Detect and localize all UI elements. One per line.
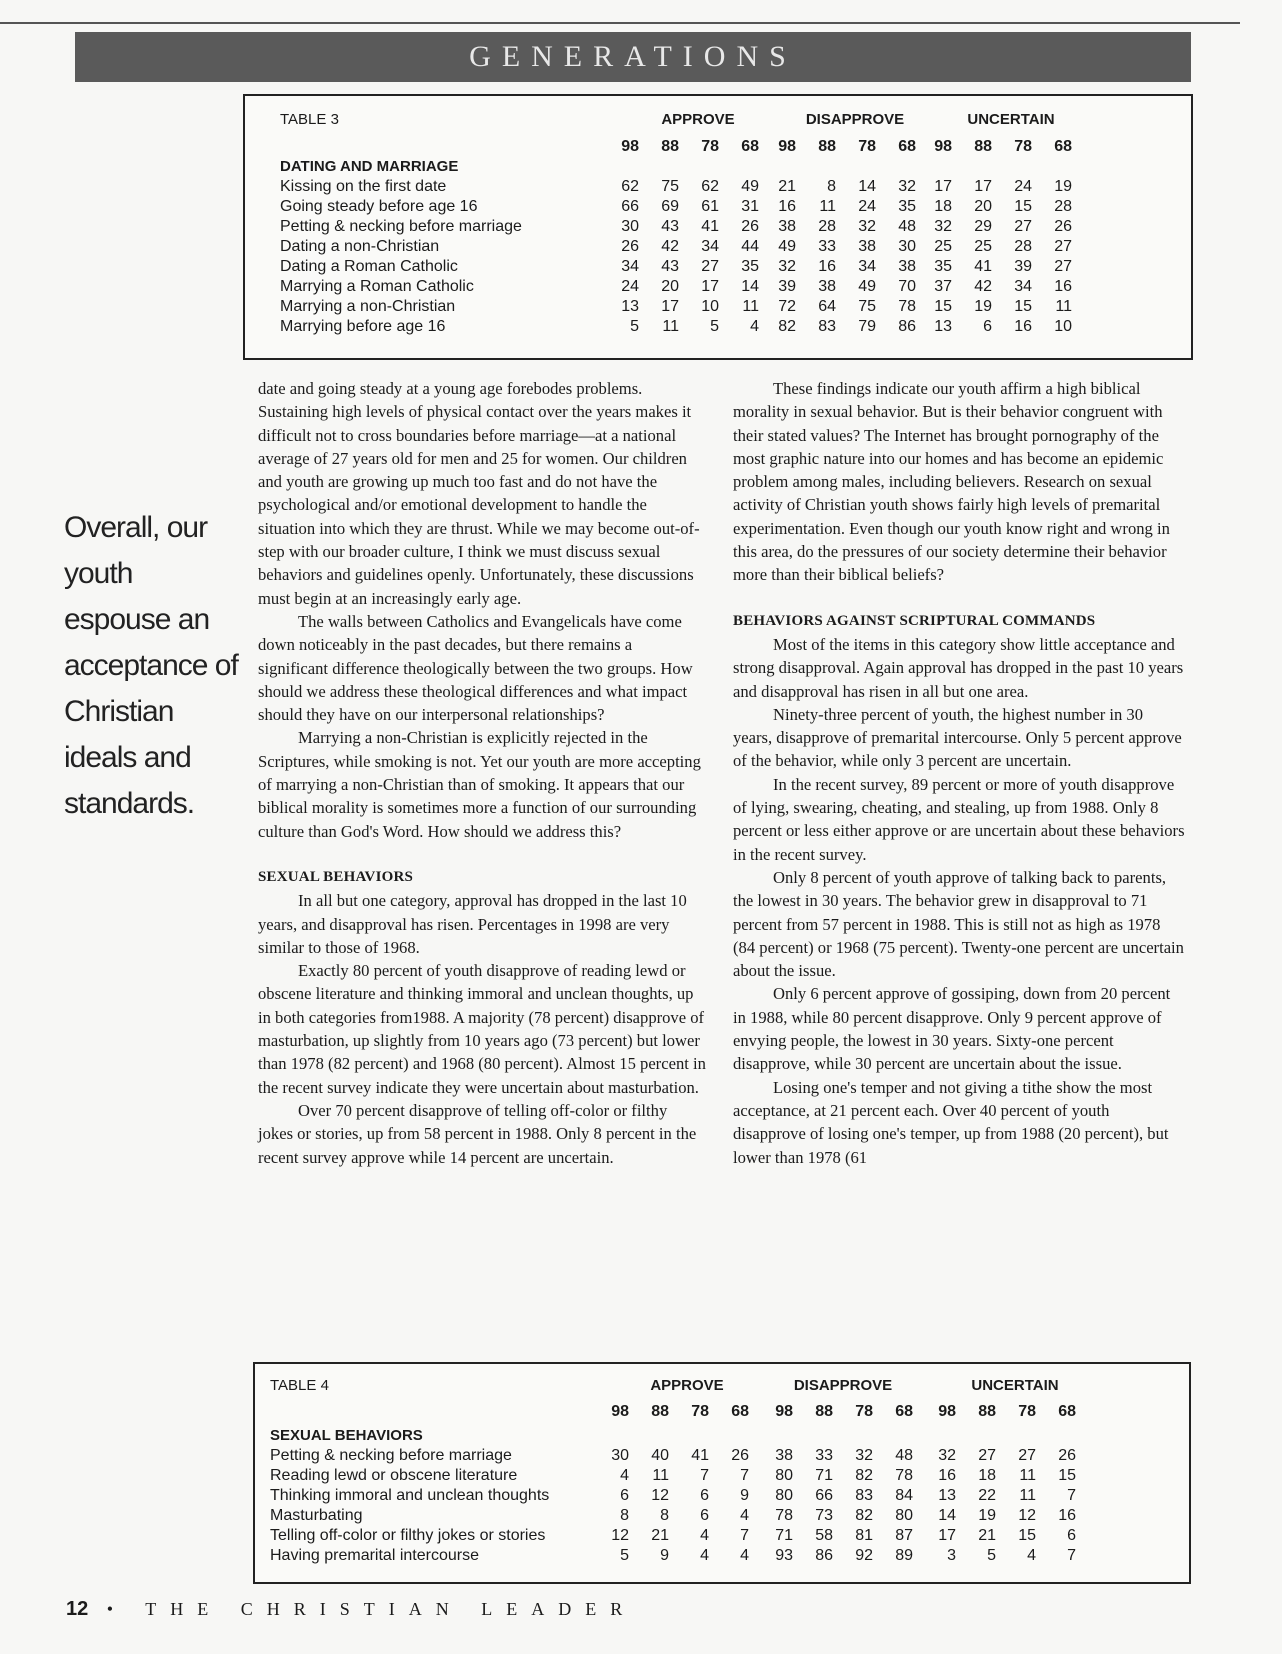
cell: 4 — [700, 1547, 709, 1564]
row-label: Masturbating — [270, 1507, 363, 1524]
cell: 14 — [938, 1507, 956, 1524]
year: 68 — [898, 138, 916, 155]
paragraph: Only 8 percent of youth approve of talking back to parents, the lowest in 30 years. The behavior grew in disapproval to 71 percent from 57 percent in 1988. This is still not as high as 1978 (84 percent) or 1968 (75 percent). Twenty-one percent are uncertain about the issue. — [733, 867, 1184, 981]
row-label: Petting & necking before marriage — [270, 1447, 512, 1464]
table-row — [270, 1446, 549, 1466]
table-row — [280, 257, 522, 277]
cell: 80 — [775, 1487, 793, 1504]
cell: 4 — [740, 1507, 749, 1524]
cell: 78 — [895, 1467, 913, 1484]
cell: 32 — [858, 218, 876, 235]
cell: 7 — [700, 1467, 709, 1484]
cell: 8 — [620, 1507, 629, 1524]
row-label: Having premarital intercourse — [270, 1547, 479, 1564]
cell: 62 — [621, 178, 639, 195]
cell: 38 — [775, 1447, 793, 1464]
cell: 5 — [987, 1547, 996, 1564]
table-row — [280, 237, 522, 257]
cell: 17 — [974, 178, 992, 195]
year: 98 — [934, 138, 952, 155]
cell: 14 — [858, 178, 876, 195]
cell: 33 — [815, 1447, 833, 1464]
cell: 71 — [775, 1527, 793, 1544]
cell: 16 — [938, 1467, 956, 1484]
disapprove-values — [760, 177, 920, 337]
year: 88 — [818, 138, 836, 155]
cell: 24 — [1014, 178, 1032, 195]
cell: 15 — [1014, 298, 1032, 315]
cell: 26 — [1058, 1447, 1076, 1464]
years-approve — [593, 1402, 753, 1422]
cell: 25 — [974, 238, 992, 255]
paragraph: In all but one category, approval has dropped in the last 10 years, and disapproval has risen. Percentages in 1998 are very similar to those of 1968. — [258, 891, 687, 957]
cell: 81 — [855, 1527, 873, 1544]
cell: 24 — [621, 278, 639, 295]
cell: 32 — [938, 1447, 956, 1464]
cell: 25 — [934, 238, 952, 255]
cell: 10 — [701, 298, 719, 315]
cell: 16 — [1014, 318, 1032, 335]
cell: 15 — [1058, 1467, 1076, 1484]
table-row — [280, 317, 522, 337]
cell: 7 — [740, 1467, 749, 1484]
years-approve — [603, 137, 763, 157]
year: 78 — [858, 138, 876, 155]
cell: 92 — [855, 1547, 873, 1564]
cell: 8 — [827, 178, 836, 195]
cell: 38 — [858, 238, 876, 255]
cell: 41 — [701, 218, 719, 235]
row-label: Going steady before age 16 — [280, 198, 478, 215]
cell: 6 — [700, 1507, 709, 1524]
cell: 34 — [1014, 278, 1032, 295]
paragraph: Over 70 percent disapprove of telling off-color or filthy jokes or stories, up from 58 percent in 1988. Only 8 percent in the recent survey approve while 14 percent are uncertain. — [258, 1100, 697, 1167]
cell: 82 — [855, 1507, 873, 1524]
table-row — [270, 1466, 549, 1486]
cell: 8 — [660, 1507, 669, 1524]
table-row — [270, 1546, 549, 1566]
cell: 17 — [934, 178, 952, 195]
cell: 37 — [934, 278, 952, 295]
year: 88 — [974, 138, 992, 155]
row-label: Marrying a non-Christian — [280, 298, 456, 315]
row-label: Reading lewd or obscene literature — [270, 1467, 518, 1484]
years-disapprove — [760, 137, 920, 157]
cell: 75 — [858, 298, 876, 315]
cell: 30 — [621, 218, 639, 235]
uncertain-values — [920, 1446, 1080, 1566]
cell: 72 — [778, 298, 796, 315]
row-labels — [270, 1446, 549, 1566]
table-category: DATING AND MARRIAGE — [280, 158, 459, 175]
pull-quote: Overall, our youth espouse an acceptance of Christian ideals and standards. — [64, 511, 238, 820]
cell: 16 — [1058, 1507, 1076, 1524]
cell: 11 — [1019, 1467, 1036, 1484]
cell: 17 — [938, 1527, 956, 1544]
cell: 15 — [1014, 198, 1032, 215]
paragraph: Ninety-three percent of youth, the highest number in 30 years, disapprove of premarital intercourse. Only 5 percent approve of the behavior, while only 3 percent are uncertain. — [733, 704, 1182, 771]
paragraph: date and going steady at a young age forebodes problems. Sustaining high levels of physical contact over the years makes it difficult not to cross boundaries before marriage—at a national average of 27 years old for men and 25 for women. Our children and youth are growing up much too fast and do not have the psychological and/or emotional development to handle the situation into which they are thrust. While we may become out-of-step with our broader culture, I think we must discuss sexual behaviors and guidelines openly. Unfortunately, these discussions must begin at an increasingly early age. — [258, 379, 700, 608]
cell: 78 — [898, 298, 916, 315]
row-labels — [280, 177, 522, 337]
cell: 18 — [934, 198, 952, 215]
cell: 12 — [1018, 1507, 1036, 1524]
cell: 48 — [895, 1447, 913, 1464]
cell: 42 — [661, 238, 679, 255]
cell: 5 — [630, 318, 639, 335]
article-column-left — [258, 377, 706, 1169]
cell: 27 — [1018, 1447, 1036, 1464]
cell: 21 — [651, 1527, 669, 1544]
cell: 71 — [815, 1467, 833, 1484]
cell: 32 — [778, 258, 796, 275]
cell: 11 — [652, 1467, 669, 1484]
cell: 30 — [611, 1447, 629, 1464]
cell: 89 — [895, 1547, 913, 1564]
cell: 69 — [661, 198, 679, 215]
section-heading: SEXUAL BEHAVIORS — [258, 868, 414, 885]
year: 88 — [815, 1403, 833, 1420]
paragraph: The walls between Catholics and Evangelicals have come down noticeably in the past decades, but there remains a significant difference theologically between the two groups. How should we address these theological differences and what impact should they have on our interpersonal relationships? — [258, 611, 693, 725]
table-row — [280, 277, 522, 297]
footer-separator: • — [106, 1599, 128, 1619]
cell: 26 — [621, 238, 639, 255]
cell: 84 — [895, 1487, 913, 1504]
cell: 3 — [947, 1547, 956, 1564]
year: 68 — [731, 1403, 749, 1420]
cell: 16 — [1054, 278, 1072, 295]
table-3 — [243, 94, 1193, 360]
cell: 38 — [898, 258, 916, 275]
row-label: Dating a Roman Catholic — [280, 258, 458, 275]
table-4 — [253, 1362, 1191, 1584]
cell: 42 — [974, 278, 992, 295]
year: 78 — [855, 1403, 873, 1420]
cell: 93 — [775, 1547, 793, 1564]
cell: 43 — [661, 218, 679, 235]
years-disapprove — [757, 1402, 917, 1422]
cell: 49 — [741, 178, 759, 195]
table-row — [270, 1526, 549, 1546]
cell: 86 — [898, 318, 916, 335]
cell: 66 — [621, 198, 639, 215]
cell: 39 — [1014, 258, 1032, 275]
cell: 11 — [662, 318, 679, 335]
cell: 80 — [895, 1507, 913, 1524]
cell: 27 — [701, 258, 719, 275]
cell: 6 — [1067, 1527, 1076, 1544]
cell: 49 — [778, 238, 796, 255]
cell: 78 — [775, 1507, 793, 1524]
cell: 35 — [934, 258, 952, 275]
top-rule — [0, 22, 1240, 24]
year: 78 — [691, 1403, 709, 1420]
paragraph: Exactly 80 percent of youth disapprove of reading lewd or obscene literature and thinking immoral and unclean thoughts, up in both categories from1988. A majority (78 percent) disapprove of masturbation, up slightly from 10 years ago (73 percent) but lower than 1978 (82 percent) and 1968 (80 percent). Almost 15 percent in the recent survey indicate they were uncertain about masturbation. — [258, 961, 706, 1097]
cell: 24 — [858, 198, 876, 215]
cell: 11 — [742, 298, 759, 315]
cell: 17 — [701, 278, 719, 295]
year: 78 — [1014, 138, 1032, 155]
paragraph: Only 6 percent approve of gossiping, down from 20 percent in 1988, while 80 percent disapprove. Only 9 percent approve of envying people, the lowest in 30 years. Sixty-one percent disapprove, while 30 percent are uncertain about the issue. — [733, 984, 1171, 1074]
cell: 16 — [778, 198, 796, 215]
cell: 28 — [1014, 238, 1032, 255]
year: 98 — [938, 1403, 956, 1420]
group-approve: APPROVE — [650, 1377, 724, 1394]
group-uncertain: UNCERTAIN — [971, 1377, 1059, 1394]
cell: 33 — [818, 238, 836, 255]
cell: 17 — [661, 298, 679, 315]
cell: 14 — [741, 278, 759, 295]
year: 88 — [978, 1403, 996, 1420]
cell: 11 — [1055, 298, 1072, 315]
table-title: TABLE 4 — [270, 1377, 329, 1394]
cell: 43 — [661, 258, 679, 275]
cell: 30 — [898, 238, 916, 255]
cell: 41 — [691, 1447, 709, 1464]
year: 78 — [701, 138, 719, 155]
cell: 7 — [740, 1527, 749, 1544]
cell: 35 — [741, 258, 759, 275]
cell: 26 — [741, 218, 759, 235]
paragraph: These findings indicate our youth affirm a high biblical morality in sexual behavior. But is their behavior congruent with their stated values? The Internet has brought pornography of the most graphic nature into our homes and has become an epidemic problem among males, including believers. Research on sexual activity of Christian youth shows fairly high levels of premarital experimentation. Even though our youth know right and wrong in this area, do the pressures of our society determine their behavior more than their biblical beliefs? — [733, 379, 1170, 585]
table-category: SEXUAL BEHAVIORS — [270, 1427, 423, 1444]
cell: 80 — [775, 1467, 793, 1484]
cell: 13 — [934, 318, 952, 335]
cell: 64 — [818, 298, 836, 315]
row-label: Kissing on the first date — [280, 178, 447, 195]
cell: 39 — [778, 278, 796, 295]
cell: 29 — [974, 218, 992, 235]
paragraph: In the recent survey, 89 percent or more of youth disapprove of lying, swearing, cheating, and stealing, up from 1988. Only 8 percent or less either approve or are uncertain about these behaviors in the recent survey. — [733, 774, 1185, 864]
cell: 86 — [815, 1547, 833, 1564]
cell: 48 — [898, 218, 916, 235]
cell: 19 — [978, 1507, 996, 1524]
years-uncertain — [916, 137, 1076, 157]
cell: 21 — [978, 1527, 996, 1544]
cell: 5 — [710, 318, 719, 335]
cell: 26 — [731, 1447, 749, 1464]
cell: 73 — [815, 1507, 833, 1524]
table-title: TABLE 3 — [280, 111, 339, 128]
paragraph: Losing one's temper and not giving a tithe show the most acceptance, at 21 percent each. Over 40 percent of youth disapprove of losing one's temper, up from 1988 (20 percent), but lower than 1978 (61 — [733, 1077, 1169, 1167]
year: 68 — [895, 1403, 913, 1420]
row-label: Dating a non-Christian — [280, 238, 440, 255]
cell: 27 — [1014, 218, 1032, 235]
article-column-right — [733, 377, 1185, 1169]
cell: 79 — [858, 318, 876, 335]
cell: 20 — [974, 198, 992, 215]
row-label: Marrying a Roman Catholic — [280, 278, 474, 295]
year: 98 — [778, 138, 796, 155]
paragraph: Marrying a non-Christian is explicitly rejected in the Scriptures, while smoking is not. Yet our youth are more accepting of marrying a non-Christian than of smoking. It appears that our biblical morality is sometimes more a function of our surrounding culture than God's Word. How should we address this? — [258, 728, 701, 841]
group-approve: APPROVE — [661, 111, 735, 128]
cell: 18 — [978, 1467, 996, 1484]
cell: 38 — [818, 278, 836, 295]
cell: 66 — [815, 1487, 833, 1504]
table-row — [270, 1486, 549, 1506]
table-row — [280, 177, 522, 197]
cell: 7 — [1067, 1487, 1076, 1504]
cell: 34 — [701, 238, 719, 255]
cell: 34 — [621, 258, 639, 275]
cell: 28 — [818, 218, 836, 235]
year: 98 — [775, 1403, 793, 1420]
cell: 31 — [741, 198, 759, 215]
cell: 6 — [700, 1487, 709, 1504]
cell: 35 — [898, 198, 916, 215]
cell: 87 — [895, 1527, 913, 1544]
cell: 19 — [1054, 178, 1072, 195]
cell: 34 — [858, 258, 876, 275]
cell: 82 — [855, 1467, 873, 1484]
cell: 7 — [1067, 1547, 1076, 1564]
cell: 27 — [1054, 238, 1072, 255]
cell: 4 — [750, 318, 759, 335]
year: 98 — [611, 1403, 629, 1420]
cell: 27 — [1054, 258, 1072, 275]
group-disapprove: DISAPPROVE — [793, 1377, 893, 1394]
page-number: 12 — [66, 1598, 89, 1620]
cell: 83 — [818, 318, 836, 335]
cell: 6 — [983, 318, 992, 335]
section-title: GENERATIONS — [469, 40, 797, 73]
cell: 5 — [620, 1547, 629, 1564]
cell: 13 — [621, 298, 639, 315]
cell: 4 — [1027, 1547, 1036, 1564]
cell: 9 — [660, 1547, 669, 1564]
cell: 32 — [898, 178, 916, 195]
cell: 82 — [778, 318, 796, 335]
section-heading: BEHAVIORS AGAINST SCRIPTURAL COMMANDS — [733, 612, 1096, 629]
approve-values — [603, 177, 763, 337]
cell: 22 — [978, 1487, 996, 1504]
cell: 28 — [1054, 198, 1072, 215]
cell: 62 — [701, 178, 719, 195]
cell: 15 — [1018, 1527, 1036, 1544]
row-label: Thinking immoral and unclean thoughts — [270, 1487, 550, 1504]
cell: 58 — [815, 1527, 833, 1544]
group-disapprove: DISAPPROVE — [805, 111, 905, 128]
cell: 13 — [938, 1487, 956, 1504]
cell: 20 — [661, 278, 679, 295]
cell: 32 — [934, 218, 952, 235]
table-row — [280, 197, 522, 217]
row-label: Petting & necking before marriage — [280, 218, 522, 235]
cell: 26 — [1054, 218, 1072, 235]
approve-values — [593, 1446, 753, 1566]
cell: 21 — [778, 178, 796, 195]
table-row — [280, 297, 522, 317]
year: 98 — [621, 138, 639, 155]
table-row — [280, 217, 522, 237]
paragraph: Most of the items in this category show little acceptance and strong disapproval. Again approval has dropped in the past 10 years and disapproval has risen in all but one area. — [733, 634, 1184, 701]
cell: 44 — [741, 238, 759, 255]
cell: 27 — [978, 1447, 996, 1464]
uncertain-values — [916, 177, 1076, 337]
cell: 75 — [661, 178, 679, 195]
years-uncertain — [920, 1402, 1080, 1422]
cell: 61 — [701, 198, 719, 215]
cell: 12 — [651, 1487, 669, 1504]
disapprove-values — [757, 1446, 917, 1566]
group-uncertain: UNCERTAIN — [967, 111, 1055, 128]
cell: 12 — [611, 1527, 629, 1544]
cell: 40 — [651, 1447, 669, 1464]
cell: 4 — [740, 1547, 749, 1564]
year: 68 — [1058, 1403, 1076, 1420]
cell: 19 — [974, 298, 992, 315]
cell: 10 — [1054, 318, 1072, 335]
cell: 15 — [934, 298, 952, 315]
row-label: Telling off-color or filthy jokes or stories — [270, 1527, 546, 1544]
year: 78 — [1018, 1403, 1036, 1420]
cell: 49 — [858, 278, 876, 295]
year: 68 — [1054, 138, 1072, 155]
cell: 41 — [974, 258, 992, 275]
table-row — [270, 1506, 549, 1526]
page-footer — [66, 1598, 636, 1621]
cell: 83 — [855, 1487, 873, 1504]
year: 68 — [741, 138, 759, 155]
cell: 4 — [700, 1527, 709, 1544]
cell: 11 — [819, 198, 836, 215]
cell: 32 — [855, 1447, 873, 1464]
cell: 38 — [778, 218, 796, 235]
publication-name: THE CHRISTIAN LEADER — [145, 1599, 637, 1619]
section-header — [75, 32, 1191, 82]
cell: 70 — [898, 278, 916, 295]
cell: 11 — [1019, 1487, 1036, 1504]
cell: 4 — [620, 1467, 629, 1484]
cell: 16 — [818, 258, 836, 275]
cell: 6 — [620, 1487, 629, 1504]
year: 88 — [651, 1403, 669, 1420]
row-label: Marrying before age 16 — [280, 318, 446, 335]
year: 88 — [661, 138, 679, 155]
cell: 9 — [740, 1487, 749, 1504]
